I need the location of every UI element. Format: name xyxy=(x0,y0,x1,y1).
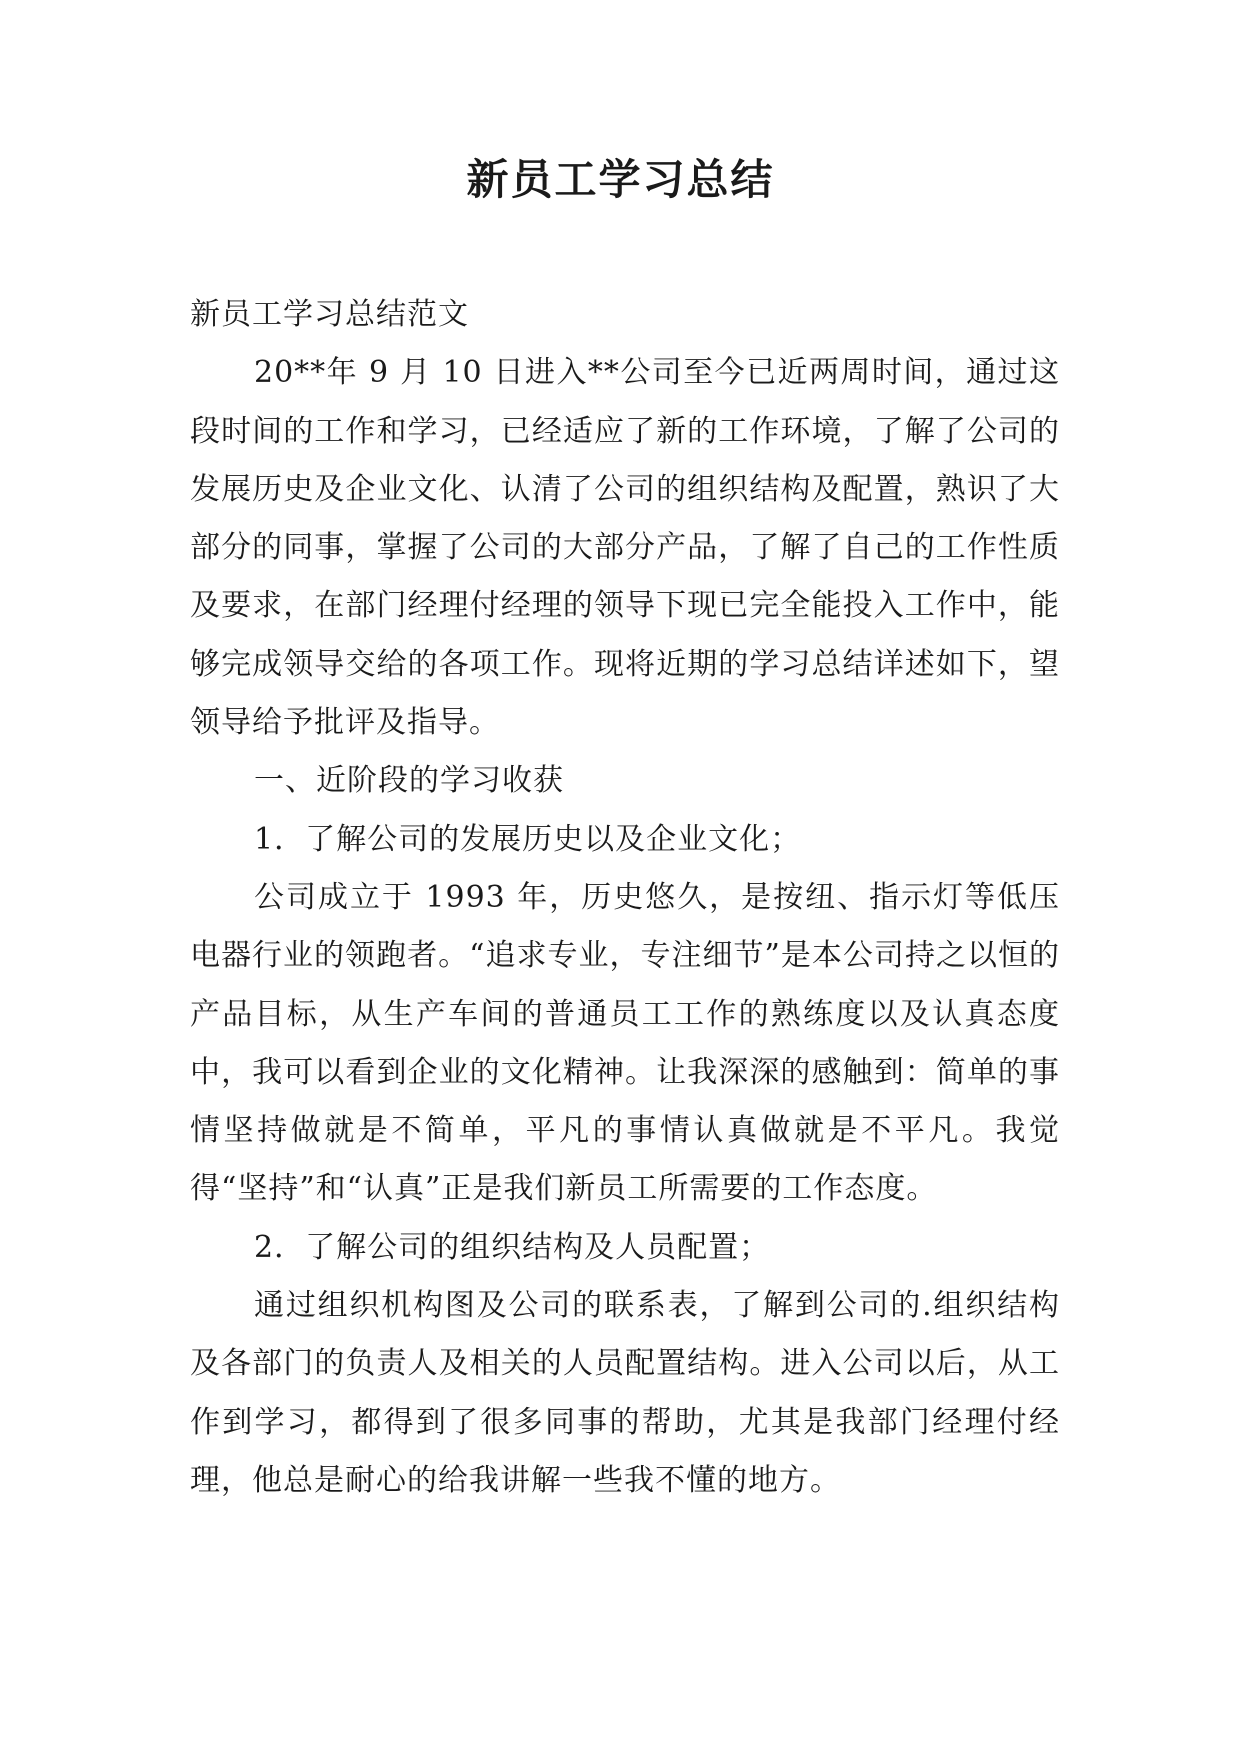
subheading-1: 1．了解公司的发展历史以及企业文化； xyxy=(254,821,802,857)
document-subtitle: 新员工学习总结范文 xyxy=(190,297,469,332)
paragraph-company-history: 公司成立于 1993 年，历史悠久，是按纽、指示灯等低压电器行业的领跑者。“追求专业，专注细节”是本公司持之以恒的产品目标，从生产车间的普通员工工作的熟练度以及认真态度中，我可以看到企业的文化精神。让我深深的感触到：简单的事情坚持做就是不简单，平凡的事情认真做就是不平凡。我觉得“坚持”和“认真”正是我们新员工所需要的工作态度。 xyxy=(190,879,1060,1207)
paragraph-org-structure: 通过组织机构图及公司的联系表，了解到公司的.组织结构及各部门的负责人及相关的人员配置结构。进入公司以后，从工作到学习，都得到了很多同事的帮助，尤其是我部门经理付经理，他总是耐心的给我讲解一些我不懂的地方。 xyxy=(190,1288,1060,1498)
section-heading-1: 一、近阶段的学习收获 xyxy=(254,763,564,799)
subheading-2: 2．了解公司的组织结构及人员配置； xyxy=(254,1229,771,1265)
document-body xyxy=(190,286,1060,1510)
document-title: 新员工学习总结 xyxy=(466,155,775,204)
paragraph-intro: 20**年 9 月 10 日进入**公司至今已近两周时间，通过这段时间的工作和学习，已经适应了新的工作环境，了解了公司的发展历史及企业文化、认清了公司的组织结构及配置，熟识了大部分的同事，掌握了公司的大部分产品，了解了自己的工作性质及要求，在部门经理付经理的领导下现已完全能投入工作中，能够完成领导交给的各项工作。现将近期的学习总结详述如下，望领导给予批评及指导。 xyxy=(190,355,1060,741)
